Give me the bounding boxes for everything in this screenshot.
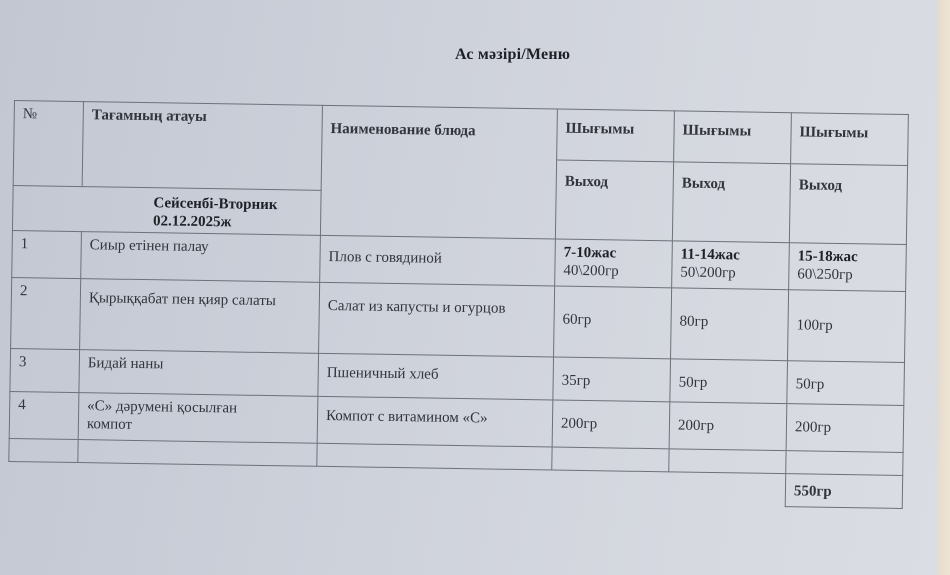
portion-15-18: 100гр xyxy=(788,290,906,363)
portion-11-14 xyxy=(672,241,790,290)
portion-11-14: 80гр xyxy=(671,288,789,361)
row-number: 1 xyxy=(12,230,82,278)
header-name-ru: Наименование блюда xyxy=(320,105,557,239)
row-number: 4 xyxy=(9,391,79,439)
empty-cell xyxy=(786,451,903,476)
dish-name-kz: «С» дәрумені қосылған компот xyxy=(78,393,318,444)
header-name-kz: Тағамның атауы xyxy=(82,102,322,191)
empty-cell xyxy=(552,447,669,472)
day-label: Сейсенбі-Вторник 02.12.2025ж xyxy=(12,185,321,235)
age-group-11-14: 11-14жас xyxy=(680,246,740,264)
portion-value: 50\200гр xyxy=(680,264,736,282)
portion-15-18: 50гр xyxy=(787,361,905,406)
header-output-ru-1: Выход xyxy=(555,160,673,241)
header-number: № xyxy=(13,101,83,187)
age-group-7-10: 7-10жас xyxy=(563,244,617,262)
dish-name-ru: Пшеничный хлеб xyxy=(318,353,554,400)
portion-11-14: 50гр xyxy=(670,359,788,404)
menu-table xyxy=(8,100,909,509)
dish-name-kz: Сиыр етінен палау xyxy=(81,232,321,283)
portion-7-10 xyxy=(555,239,673,288)
dish-name-ru: Компот с витамином «С» xyxy=(317,396,553,447)
total-value: 550гр xyxy=(785,474,902,508)
header-output-ru-3: Выход xyxy=(789,164,907,245)
paper-edge xyxy=(938,0,950,575)
empty-cell xyxy=(669,449,786,474)
header-output-kz-2: Шығымы xyxy=(674,111,792,164)
header-output-ru-2: Выход xyxy=(672,162,790,243)
document-title: Ас мәзірі/Меню xyxy=(455,46,571,63)
header-output-kz-3: Шығымы xyxy=(791,113,909,166)
age-group-15-18: 15-18жас xyxy=(797,248,858,266)
portion-7-10: 60гр xyxy=(554,286,672,359)
portion-7-10: 35гр xyxy=(553,357,671,402)
dish-name-ru: Плов с говядиной xyxy=(320,235,556,286)
empty-cell xyxy=(9,438,78,462)
dish-name-kz: Қырыққабат пен қияр салаты xyxy=(80,279,320,354)
portion-15-18 xyxy=(789,243,907,292)
row-number: 2 xyxy=(11,277,81,349)
header-output-kz-1: Шығымы xyxy=(557,109,675,162)
portion-value: 60\250гр xyxy=(797,266,853,284)
portion-value: 40\200гр xyxy=(563,262,619,280)
portion-15-18: 200гр xyxy=(786,404,904,453)
row-number: 3 xyxy=(10,348,80,392)
dish-name-ru: Салат из капусты и огурцов xyxy=(319,282,555,357)
portion-11-14: 200гр xyxy=(669,402,787,451)
dish-name-kz: Бидай наны xyxy=(79,350,319,397)
portion-7-10: 200гр xyxy=(552,400,670,449)
